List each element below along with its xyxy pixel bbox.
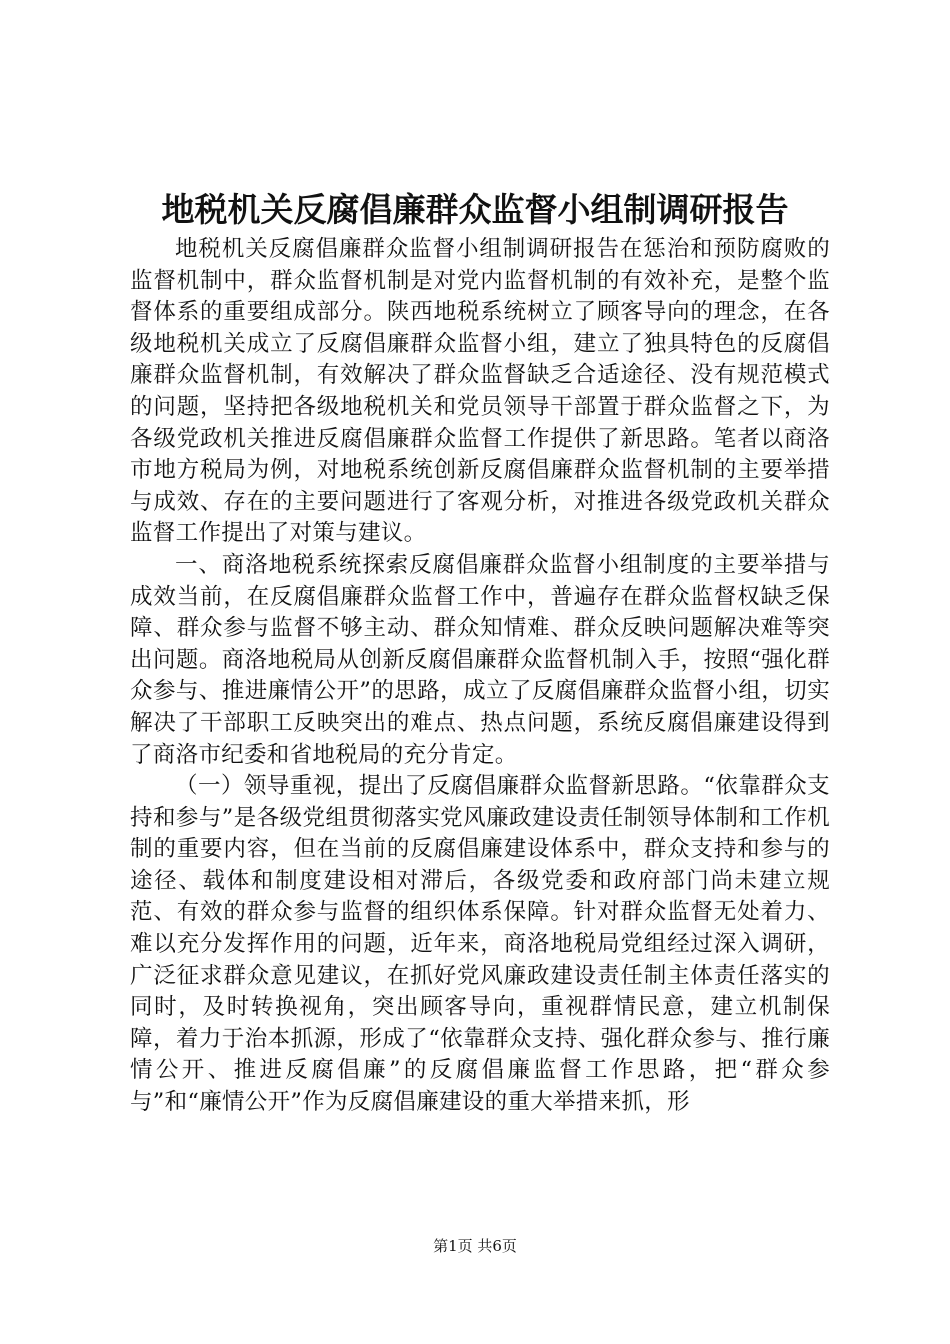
paragraph-intro: 地税机关反腐倡廉群众监督小组制调研报告在惩治和预防腐败的监督机制中，群众监督机制是对党内监督机制的有效补充，是整个监督体系的重要组成部分。陕西地税系统树立了顾客导向的理念，在各级地税机关成立了反腐倡廉群众监督小组，建立了独具特色的反腐倡廉群众监督机制，有效解决了群众监督缺乏合适途径、没有规范模式的问题，坚持把各级地税机关和党员领导干部置于群众监督之下，为各级党政机关推进反腐倡廉群众监督工作提供了新思路。笔者以商洛市地方税局为例，对地税系统创新反腐倡廉群众监督机制的主要举措与成效、存在的主要问题进行了客观分析，对推进各级党政机关群众监督工作提出了对策与建议。 xyxy=(130,236,830,547)
document-body xyxy=(130,234,830,1119)
page-number-footer: 第1页 共6页 xyxy=(433,1237,517,1255)
paragraph-section-one: 一、商洛地税系统探索反腐倡廉群众监督小组制度的主要举措与成效当前，在反腐倡廉群众监督工作中，普遍存在群众监督权缺乏保障、群众参与监督不够主动、群众知情难、群众反映问题解决难等突出问题。商洛地税局从创新反腐倡廉群众监督机制入手，按照“强化群众参与、推进廉情公开”的思路，成立了反腐倡廉群众监督小组，切实解决了干部职工反映突出的难点、热点问题，系统反腐倡廉建设得到了商洛市纪委和省地税局的充分肯定。 xyxy=(130,551,830,768)
document-title: 地税机关反腐倡廉群众监督小组制调研报告 xyxy=(161,190,789,229)
paragraph-subsection-one: （一）领导重视，提出了反腐倡廉群众监督新思路。“依靠群众支持和参与”是各级党组贯彻落实党风廉政建设责任制领导体制和工作机制的重要内容，但在当前的反腐倡廉建设体系中，群众支持和参与的途径、载体和制度建设相对滞后，各级党委和政府部门尚未建立规范、有效的群众参与监督的组织体系保障。针对群众监督无处着力、难以充分发挥作用的问题，近年来，商洛地税局党组经过深入调研，广泛征求群众意见建议，在抓好党风廉政建设责任制主体责任落实的同时，及时转换视角，突出顾客导向，重视群情民意，建立机制保障，着力于治本抓源，形成了“依靠群众支持、强化群众参与、推行廉情公开、推进反腐倡廉”的反腐倡廉监督工作思路，把“群众参与”和“廉情公开”作为反腐倡廉建设的重大举措来抓，形 xyxy=(130,773,830,1116)
